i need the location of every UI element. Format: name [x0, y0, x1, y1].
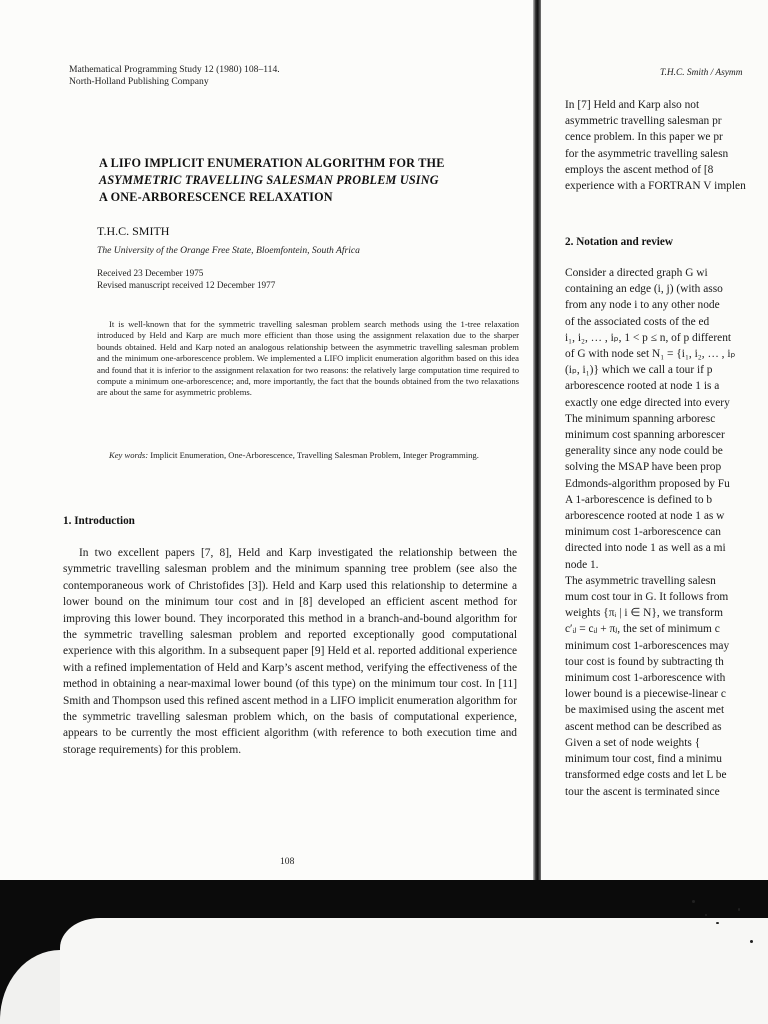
right-text-line: The asymmetric travelling salesn [565, 574, 716, 587]
scan-speck [750, 940, 753, 943]
right-intro-paragraph [565, 97, 768, 194]
author-affiliation: The University of the Orange Free State, Bloemfontein, South Africa [97, 245, 360, 256]
right-body-text [565, 265, 768, 800]
right-text-line: In [7] Held and Karp also not [565, 99, 700, 111]
received-dates [97, 267, 275, 291]
journal-line-1: Mathematical Programming Study 12 (1980) 108–114. [69, 64, 280, 75]
author-name: T.H.C. SMITH [97, 224, 170, 238]
right-text-line: asymmetric travelling salesman pr [565, 115, 722, 128]
paper-title [99, 155, 519, 206]
abstract-text: It is well-known that for the symmetric travelling salesman problem search methods using the 1-tree relaxation introduced by Held and Karp are much more efficient than those using the assignment relaxation due to the sharper bounds obtained. Held and Karp noted an analogous relationship between the asymmetric travelling salesman problem and the minimum one-arborescence problem. We implemented a LIFO implicit enumeration algorithm based on this idea and found that it is inferior to the assignment relaxation for two reasons: the relatively large computation time required to compute a minimum one-arborescence; and, more importantly, the fact that the bounds obtained from the two relaxations are about the same for asymmetric problems. [97, 319, 519, 398]
right-text-line: directed into node 1 as well as a mi [565, 542, 726, 555]
right-text-line: of the associated costs of the ed [565, 315, 710, 328]
right-text-line: node 1. [565, 558, 599, 571]
scan-speck [692, 900, 695, 903]
title-line-3: A ONE-ARBORESCENCE RELAXATION [99, 190, 333, 204]
scan-speck [738, 908, 740, 911]
right-text-line: c′ᵢⱼ = cᵢⱼ + πⱼ, the set of minimum c [565, 623, 720, 636]
running-head: T.H.C. Smith / Asymm [660, 68, 743, 78]
abstract [97, 319, 519, 399]
scan-speck [705, 914, 707, 916]
right-text-line: of G with node set N₁ = {i₁, i₂, … , iₚ [565, 348, 736, 361]
right-text-line: (iₚ, i₁)} which we call a tour if p [565, 364, 713, 377]
right-text-line: minimum tour cost, find a minimu [565, 753, 722, 766]
right-text-line: ascent method can be described as [565, 720, 722, 733]
title-line-2: ASYMMETRIC TRAVELLING SALESMAN PROBLEM USING [99, 173, 439, 187]
book-spine [533, 0, 541, 880]
received-date: Received 23 December 1975 [97, 268, 204, 278]
right-text-line: i₁, i₂, … , iₚ, 1 < p ≤ n, of p different [565, 331, 732, 344]
paper-fold [60, 918, 768, 1024]
right-text-line: from any node i to any other node [565, 299, 720, 312]
section-heading-introduction: 1. Introduction [63, 515, 135, 527]
right-text-line: minimum cost spanning arborescer [565, 429, 725, 442]
keywords-label: Key words: [109, 450, 149, 460]
right-text-line: lower bound is a piecewise-linear c [565, 688, 726, 701]
right-text-line: containing an edge (i, j) (with asso [565, 283, 723, 296]
right-text-line: employs the ascent method of [8 [565, 163, 714, 176]
right-text-line: A 1-arborescence is defined to b [565, 493, 713, 506]
right-text-line: The minimum spanning arboresc [565, 412, 716, 425]
introduction-paragraph: In two excellent papers [7, 8], Held and Karp investigated the relationship between the symmetric travelling salesman problem and the minimum spanning tree problem (see also the contemporaneous work of Christofides [3]). Held and Karp used this relationship to determine a lower bound on the minimum tour cost and in [8] developed an efficient ascent method for improving this lower bound. They incorporated this method in a branch-and-bound algorithm for the symmetric travelling salesman problem and reported exceptionally good computational experience with this algorithm. In a subsequent paper [9] Held et al. reported additional experience with a refined implementation of Held and Karp’s ascent method, verifying the effectiveness of the method in obtaining a near-maximal lower bound (of this type) on the minimum tour cost. In [11] Smith and Thompson used this refined ascent method in a LIFO implicit enumeration algorithm for the symmetric travelling salesman problem which, on the basis of computational experience, appears to be currently the most efficient algorithm (with reference to both execution time and storage requirements) for this problem. [63, 547, 517, 756]
journal-line-2: North-Holland Publishing Company [69, 76, 209, 87]
right-text-line: generality since any node could be [565, 445, 723, 458]
right-text-line: minimum cost 1-arborescences may [565, 639, 730, 652]
right-text-line: tour cost is found by subtracting th [565, 655, 724, 668]
right-text-line: for the asymmetric travelling salesn [565, 147, 729, 160]
right-text-line: weights {πᵢ | i ∈ N}, we transform [565, 607, 723, 620]
title-line-1: A LIFO IMPLICIT ENUMERATION ALGORITHM FOR THE [99, 156, 445, 170]
right-text-line: cence problem. In this paper we pr [565, 131, 723, 144]
right-text-line: Edmonds-algorithm proposed by Fu [565, 477, 730, 490]
right-text-line: transformed edge costs and let L be [565, 769, 727, 782]
keywords-text: Implicit Enumeration, One-Arborescence, Travelling Salesman Problem, Integer Programming. [150, 450, 479, 460]
right-text-line: exactly one edge directed into every [565, 396, 730, 409]
page-number: 108 [280, 856, 295, 867]
revised-date: Revised manuscript received 12 December 1977 [97, 280, 276, 290]
right-text-line: tour the ascent is terminated since [565, 785, 720, 798]
section-heading-notation: 2. Notation and review [565, 236, 673, 248]
right-text-line: arborescence rooted at node 1 is a [565, 380, 720, 393]
right-text-line: Given a set of node weights { [565, 736, 701, 749]
keywords [97, 450, 519, 461]
right-text-line: Consider a directed graph G wi [565, 267, 708, 279]
introduction-body [63, 545, 517, 758]
right-text-line: minimum cost 1-arborescence with [565, 672, 726, 685]
journal-citation [69, 64, 280, 88]
right-text-line: minimum cost 1-arborescence can [565, 526, 721, 539]
right-text-line: experience with a FORTRAN V implen [565, 180, 746, 193]
right-text-line: mum cost tour in G. It follows from [565, 591, 729, 604]
scan-dark-border [0, 880, 768, 1024]
right-text-line: be maximised using the ascent met [565, 704, 725, 717]
right-text-line: solving the MSAP have been prop [565, 461, 722, 474]
scan-speck [716, 922, 719, 924]
right-text-line: arborescence rooted at node 1 as w [565, 510, 725, 523]
